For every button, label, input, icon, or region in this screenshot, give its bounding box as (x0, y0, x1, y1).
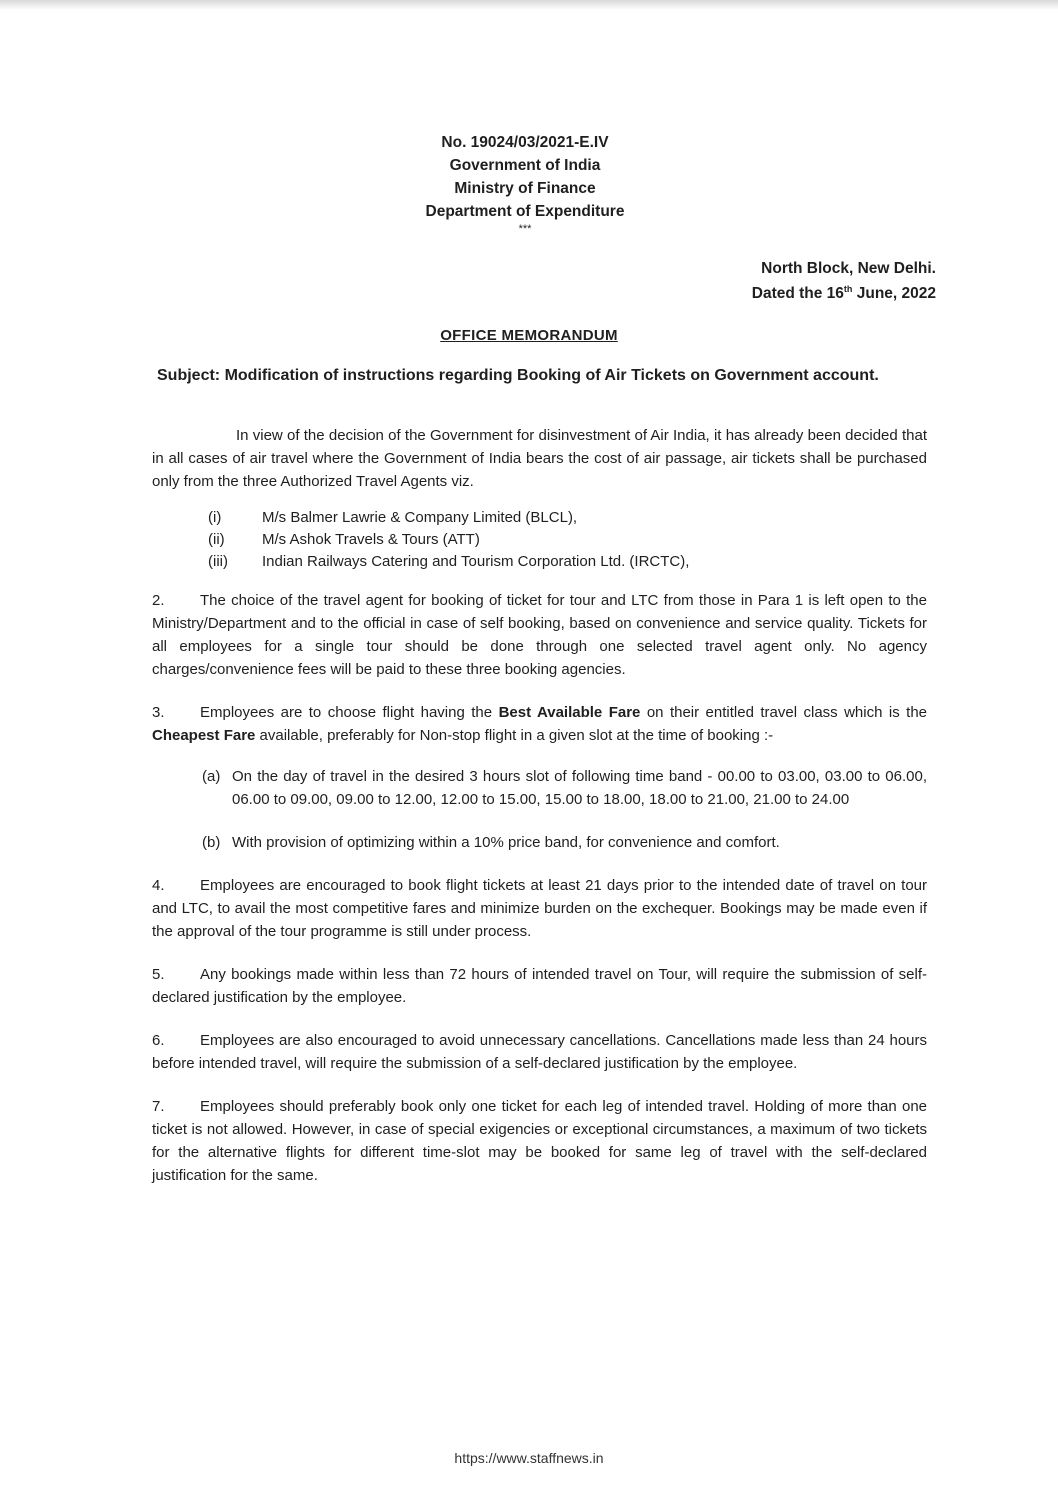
list-item (208, 529, 927, 551)
date-suffix: June, 2022 (852, 285, 936, 302)
list-item (202, 765, 927, 811)
paragraph-4 (152, 874, 927, 943)
agent-list (208, 507, 927, 573)
footer-url: https://www.staffnews.in (454, 1450, 604, 1466)
list-text: With provision of optimizing within a 10% price band, for convenience and comfort. (232, 834, 780, 851)
paragraph-text: available, preferably for Non-stop flight in a given slot at the time of booking :- (255, 727, 774, 744)
emphasis-best-fare: Best Available Fare (498, 704, 641, 721)
department-name: Department of Expenditure (425, 203, 625, 220)
list-item (208, 507, 927, 529)
list-marker: (b) (202, 834, 221, 851)
list-text: M/s Balmer Lawrie & Company Limited (BLCL), (262, 509, 578, 526)
memorandum-title: OFFICE MEMORANDUM (440, 327, 618, 344)
date-suffix-sup: th (843, 283, 853, 294)
paragraph-2 (152, 589, 927, 681)
paragraph-text: Employees are also encouraged to avoid unnecessary cancellations. Cancellations made less than 24 hours before intended travel, will require the submission of a self-declared justification by the employee. (152, 1032, 927, 1072)
paragraph-3-sublist (202, 765, 927, 854)
paragraph-text: Employees are to choose flight having the (200, 704, 499, 721)
document-header (380, 131, 670, 235)
government-name: Government of India (449, 157, 601, 174)
location: North Block, New Delhi. (761, 260, 936, 277)
list-text: On the day of travel in the desired 3 hours slot of following time band - 00.00 to 03.00, 03.00 to 06.00, 06.00 to 09.00, 09.00 to 12.00, 12.00 to 15.00, 15.00 to 18.00, 18.00 to 21.00, 21.00 to 24.00 (232, 768, 927, 808)
paragraph-5 (152, 963, 927, 1009)
list-marker: (ii) (208, 531, 225, 548)
date (752, 281, 936, 306)
list-item (208, 551, 927, 573)
intro-paragraph: In view of the decision of the Government for disinvestment of Air India, it has already been decided that in all cases of air travel where the Government of India bears the cost of air passage, air tickets shall be purchased only from the three Authorized Travel Agents viz. (152, 427, 927, 490)
list-text: M/s Ashok Travels & Tours (ATT) (262, 531, 480, 548)
paragraph-text: Any bookings made within less than 72 hours of intended travel on Tour, will require the submission of self-declared justification by the employee. (152, 966, 927, 1006)
list-marker: (a) (202, 768, 221, 785)
date-prefix: Dated the 16 (751, 285, 844, 302)
memorandum-body (152, 424, 927, 1207)
paragraph-number: 3. (152, 704, 165, 721)
paragraph-number: 5. (152, 966, 165, 983)
paragraph-text: Employees should preferably book only one ticket for each leg of intended travel. Holding of more than one ticket is not allowed. However, in case of special exigencies or exceptional circumstances, a maximum of two tickets for the alternative flights for different time-slot may be booked for same leg of travel with the self-declared justification for the same. (152, 1098, 927, 1184)
list-text: Indian Railways Catering and Tourism Corporation Ltd. (IRCTC), (262, 553, 690, 570)
paragraph-number: 6. (152, 1032, 165, 1049)
header-stars: *** (518, 223, 532, 235)
paragraph-number: 4. (152, 877, 165, 894)
paragraph-text: The choice of the travel agent for booking of ticket for tour and LTC from those in Para 1 is left open to the Ministry/Department and to the official in case of self booking, based on convenience and service quality. Tickets for all employees for a single tour should be done through one selected travel agent only. No agency charges/convenience fees will be paid to these three booking agencies. (152, 592, 927, 678)
list-item (202, 831, 927, 854)
paragraph-6 (152, 1029, 927, 1075)
paragraph-7 (152, 1095, 927, 1187)
list-marker: (i) (208, 509, 222, 526)
paragraph-number: 7. (152, 1098, 165, 1115)
file-number: No. 19024/03/2021-E.IV (441, 134, 609, 151)
paragraph-number: 2. (152, 592, 165, 609)
scan-edge (0, 0, 1058, 10)
paragraph-text: on their entitled travel class which is the (640, 704, 927, 721)
paragraph-text: Employees are encouraged to book flight tickets at least 21 days prior to the intended date of travel on tour and LTC, to avail the most competitive fares and minimize burden on the exchequer. Bookings may be made even if the approval of the tour programme is still under process. (152, 877, 927, 940)
list-marker: (iii) (208, 553, 228, 570)
place-and-date (752, 256, 936, 306)
paragraph-3 (152, 701, 927, 747)
ministry-name: Ministry of Finance (454, 180, 596, 197)
subject-line: Subject: Modification of instructions regarding Booking of Air Tickets on Government account. (157, 367, 879, 384)
emphasis-cheapest-fare: Cheapest Fare (152, 727, 256, 744)
